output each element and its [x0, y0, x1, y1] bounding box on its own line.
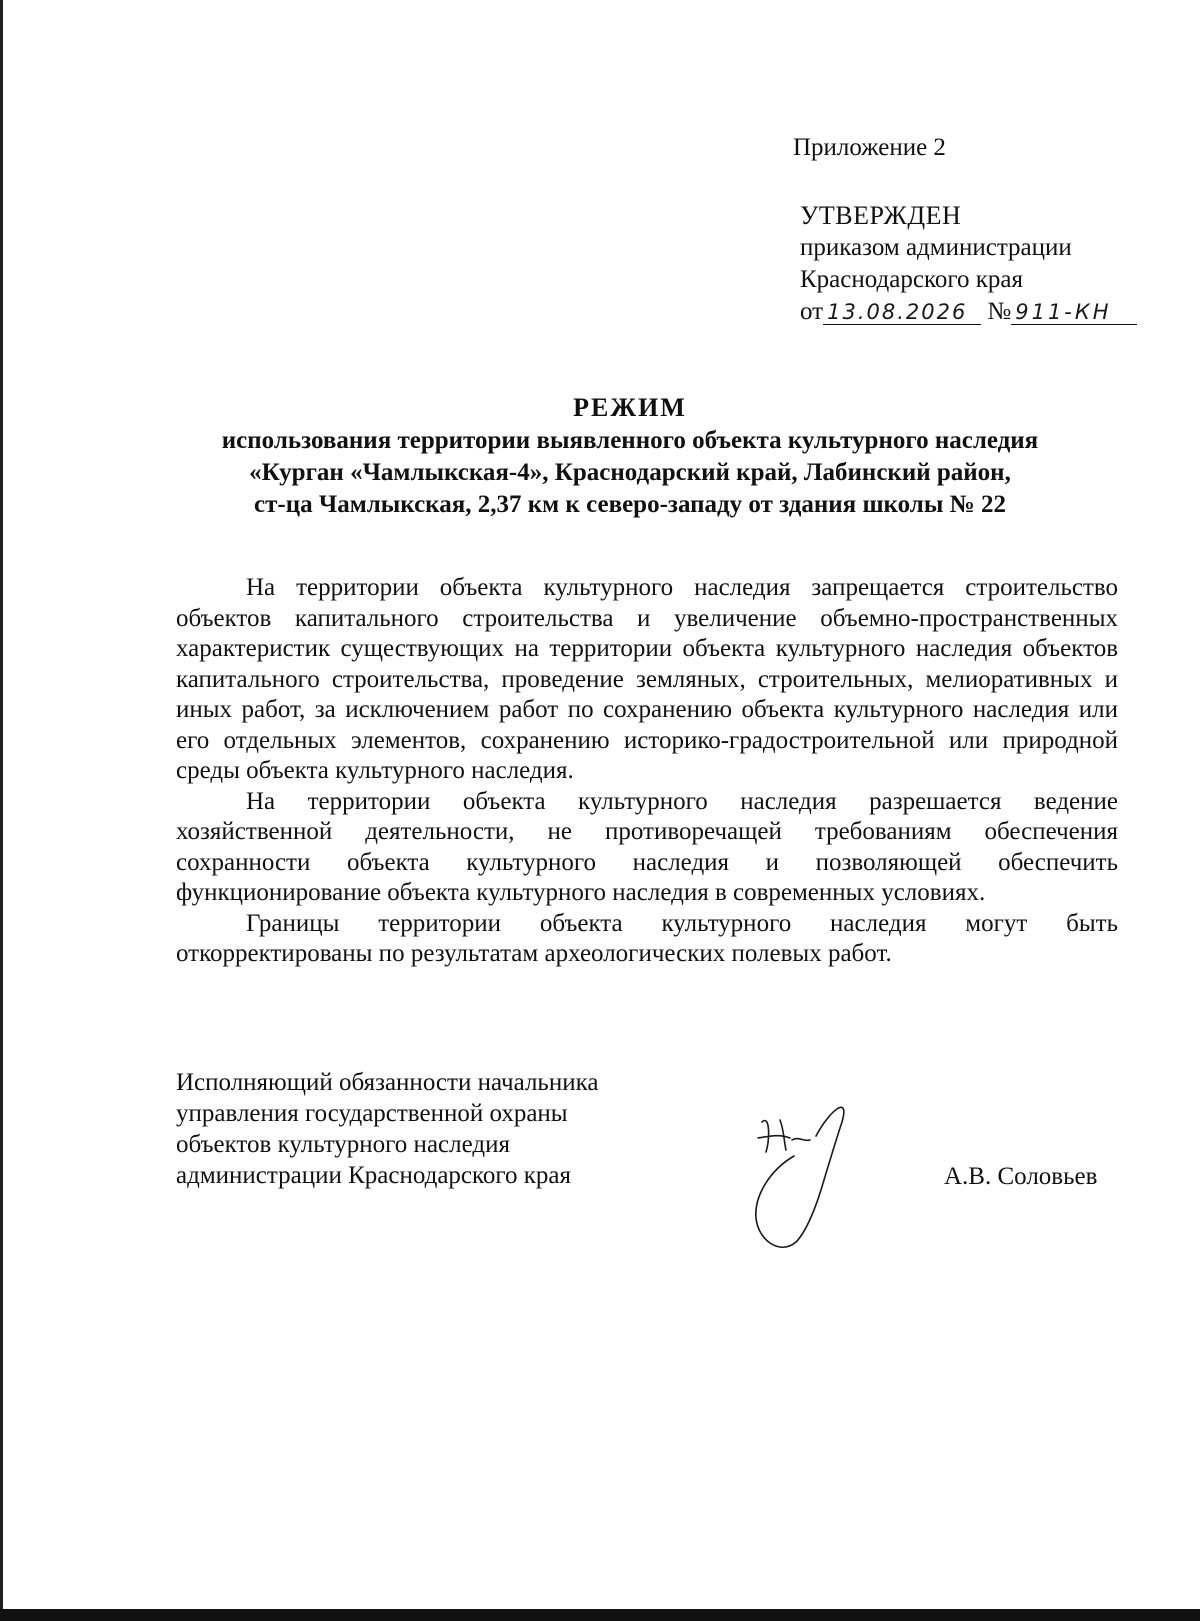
approval-stamp-block — [800, 200, 1137, 328]
document-title-block — [170, 392, 1090, 521]
body-paragraph-2: На территории объекта культурного наследия разрешается ведение хозяйственной деятельности, не противоречащей требованиям обеспечения сохранности объекта культурного наследия и позволяющей обеспечить функционирование объекта культурного наследия в современных условиях. — [176, 787, 1118, 906]
scan-left-edge — [0, 0, 3, 1621]
approval-date-number-line — [800, 296, 1137, 328]
approval-line-1: приказом администрации — [800, 234, 1072, 261]
scan-bottom-edge — [0, 1609, 1200, 1621]
approved-heading: УТВЕРЖДЕН — [800, 201, 962, 230]
handwritten-signature — [740, 1100, 890, 1280]
appendix-label: Приложение 2 — [793, 134, 946, 161]
document-title: РЕЖИМ — [573, 393, 687, 422]
handwritten-date: 13.08.2026 — [823, 300, 981, 325]
document-body — [176, 573, 1118, 970]
signer-name: А.В. Соловьев — [944, 1163, 1098, 1190]
date-prefix: от — [800, 298, 824, 325]
signer-position-line-1: Исполняющий обязанности начальника — [176, 1069, 599, 1096]
approval-line-2: Краснодарского края — [800, 266, 1023, 293]
signer-position-line-4: администрации Краснодарского края — [176, 1162, 572, 1189]
title-line-3: ст-ца Чамлыкская, 2,37 км к северо-западу от здания школы № 22 — [254, 491, 1006, 518]
body-paragraph-3: Границы территории объекта культурного наследия могут быть откорректированы по результатам археологических полевых работ. — [176, 909, 1118, 967]
title-line-1: использования территории выявленного объекта культурного наследия — [221, 427, 1039, 454]
signer-position-line-2: управления государственной охраны — [176, 1100, 568, 1127]
signer-position — [176, 1067, 598, 1191]
title-line-2: «Курган «Чамлыкская-4», Краснодарский край, Лабинский район, — [249, 459, 1011, 486]
number-sign: № — [987, 298, 1012, 325]
signer-position-line-3: объектов культурного наследия — [176, 1131, 510, 1158]
body-paragraph-1: На территории объекта культурного наследия запрещается строительство объектов капитального строительства и увеличение объемно-пространственных характеристик существующих на территории объекта культурного наследия объектов капитального строительства, проведение земляных, строительных, мелиоративных и иных работ, за исключением работ по сохранению объекта культурного наследия или его отдельных элементов, сохранению историко-градостроительной или природной среды объекта культурного наследия. — [176, 574, 1118, 784]
handwritten-order-number: 911-КН — [1011, 300, 1137, 325]
